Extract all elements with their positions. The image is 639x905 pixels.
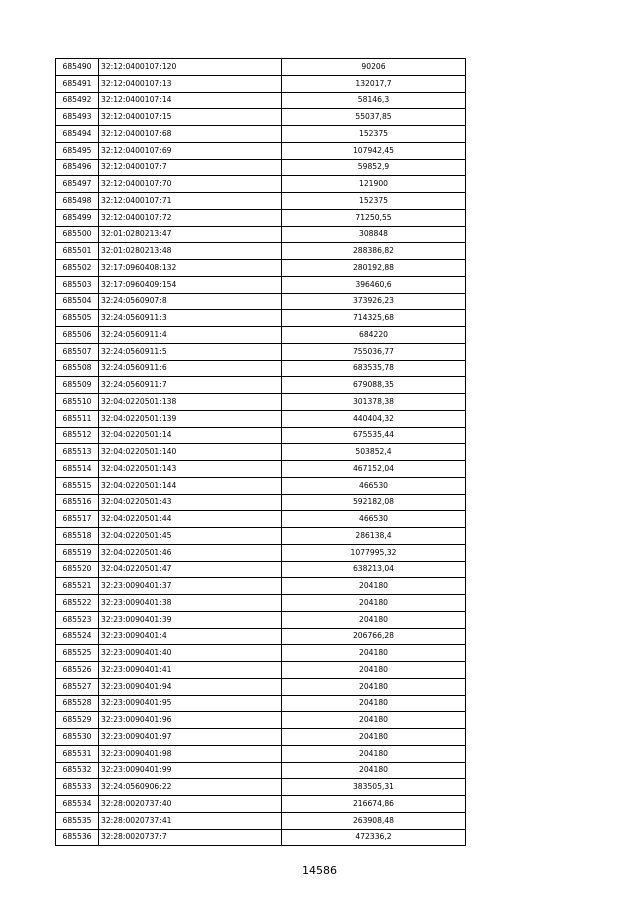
row-id-cell: 685522 (56, 595, 99, 612)
row-id-cell: 685501 (56, 243, 99, 260)
row-id-cell: 685512 (56, 427, 99, 444)
value-cell: 466530 (282, 477, 466, 494)
row-id-cell: 685526 (56, 662, 99, 679)
table-row (56, 209, 466, 226)
value-cell: 121900 (282, 176, 466, 193)
row-id-cell: 685516 (56, 494, 99, 511)
value-cell: 503852,4 (282, 444, 466, 461)
table-row (56, 779, 466, 796)
value-cell: 280192,88 (282, 260, 466, 277)
table-row (56, 611, 466, 628)
cadastral-code-cell: 32:24:0560911:5 (99, 343, 282, 360)
table-row (56, 142, 466, 159)
table-row (56, 678, 466, 695)
cadastral-code-cell: 32:23:0090401:4 (99, 628, 282, 645)
row-id-cell: 685493 (56, 109, 99, 126)
cadastral-code-cell: 32:12:0400107:69 (99, 142, 282, 159)
cadastral-code-cell: 32:04:0220501:45 (99, 528, 282, 545)
value-cell: 204180 (282, 745, 466, 762)
table-row (56, 159, 466, 176)
table-row (56, 109, 466, 126)
value-cell: 204180 (282, 611, 466, 628)
cadastral-code-cell: 32:17:0960408:132 (99, 260, 282, 277)
row-id-cell: 685505 (56, 310, 99, 327)
value-cell: 107942,45 (282, 142, 466, 159)
row-id-cell: 685527 (56, 678, 99, 695)
cadastral-code-cell: 32:04:0220501:46 (99, 544, 282, 561)
value-cell: 204180 (282, 578, 466, 595)
table-row (56, 812, 466, 829)
cadastral-code-cell: 32:23:0090401:94 (99, 678, 282, 695)
row-id-cell: 685500 (56, 226, 99, 243)
table-row (56, 829, 466, 846)
row-id-cell: 685531 (56, 745, 99, 762)
value-cell: 206766,28 (282, 628, 466, 645)
table-row (56, 410, 466, 427)
cadastral-code-cell: 32:23:0090401:37 (99, 578, 282, 595)
cadastral-code-cell: 32:23:0090401:95 (99, 695, 282, 712)
value-cell: 638213,04 (282, 561, 466, 578)
cadastral-code-cell: 32:23:0090401:41 (99, 662, 282, 679)
value-cell: 466530 (282, 511, 466, 528)
row-id-cell: 685523 (56, 611, 99, 628)
table-row (56, 226, 466, 243)
row-id-cell: 685498 (56, 193, 99, 210)
table-row (56, 444, 466, 461)
value-cell: 204180 (282, 678, 466, 695)
row-id-cell: 685520 (56, 561, 99, 578)
table-row (56, 695, 466, 712)
row-id-cell: 685495 (56, 142, 99, 159)
row-id-cell: 685525 (56, 645, 99, 662)
value-cell: 373926,23 (282, 293, 466, 310)
row-id-cell: 685504 (56, 293, 99, 310)
value-cell: 683535,78 (282, 360, 466, 377)
cadastral-code-cell: 32:28:0020737:40 (99, 796, 282, 813)
table-row (56, 394, 466, 411)
cadastral-code-cell: 32:24:0560911:4 (99, 327, 282, 344)
cadastral-code-cell: 32:28:0020737:41 (99, 812, 282, 829)
value-cell: 152375 (282, 126, 466, 143)
value-cell: 204180 (282, 762, 466, 779)
cadastral-code-cell: 32:01:0280213:48 (99, 243, 282, 260)
row-id-cell: 685530 (56, 729, 99, 746)
row-id-cell: 685515 (56, 477, 99, 494)
value-cell: 90206 (282, 59, 466, 76)
table-row (56, 528, 466, 545)
row-id-cell: 685503 (56, 276, 99, 293)
cadastral-code-cell: 32:24:0560911:6 (99, 360, 282, 377)
row-id-cell: 685528 (56, 695, 99, 712)
value-cell: 55037,85 (282, 109, 466, 126)
value-cell: 58146,3 (282, 92, 466, 109)
table-row (56, 176, 466, 193)
cadastral-code-cell: 32:28:0020737:7 (99, 829, 282, 846)
row-id-cell: 685502 (56, 260, 99, 277)
cadastral-code-cell: 32:04:0220501:144 (99, 477, 282, 494)
value-cell: 216674,86 (282, 796, 466, 813)
table-row (56, 360, 466, 377)
cadastral-code-cell: 32:12:0400107:70 (99, 176, 282, 193)
cadastral-code-cell: 32:17:0960409:154 (99, 276, 282, 293)
cadastral-code-cell: 32:04:0220501:14 (99, 427, 282, 444)
cadastral-code-cell: 32:23:0090401:38 (99, 595, 282, 612)
row-id-cell: 685529 (56, 712, 99, 729)
row-id-cell: 685496 (56, 159, 99, 176)
cadastral-code-cell: 32:12:0400107:71 (99, 193, 282, 210)
table-row (56, 628, 466, 645)
table-row (56, 578, 466, 595)
row-id-cell: 685510 (56, 394, 99, 411)
value-cell: 71250,55 (282, 209, 466, 226)
row-id-cell: 685513 (56, 444, 99, 461)
value-cell: 592182,08 (282, 494, 466, 511)
row-id-cell: 685535 (56, 812, 99, 829)
cadastral-code-cell: 32:12:0400107:7 (99, 159, 282, 176)
row-id-cell: 685497 (56, 176, 99, 193)
table-row (56, 327, 466, 344)
cadastral-code-cell: 32:23:0090401:96 (99, 712, 282, 729)
page-number: 14586 (302, 864, 337, 877)
table-row (56, 645, 466, 662)
table-row (56, 377, 466, 394)
cadastral-code-cell: 32:24:0560906:22 (99, 779, 282, 796)
value-cell: 684220 (282, 327, 466, 344)
value-cell: 288386,82 (282, 243, 466, 260)
cadastral-code-cell: 32:12:0400107:15 (99, 109, 282, 126)
table-row (56, 343, 466, 360)
table-row (56, 762, 466, 779)
value-cell: 204180 (282, 645, 466, 662)
row-id-cell: 685532 (56, 762, 99, 779)
value-cell: 383505,31 (282, 779, 466, 796)
cadastral-code-cell: 32:23:0090401:97 (99, 729, 282, 746)
value-cell: 440404,32 (282, 410, 466, 427)
value-cell: 396460,6 (282, 276, 466, 293)
cadastral-code-cell: 32:04:0220501:143 (99, 461, 282, 478)
row-id-cell: 685507 (56, 343, 99, 360)
table-row (56, 561, 466, 578)
row-id-cell: 685517 (56, 511, 99, 528)
cadastral-code-cell: 32:04:0220501:47 (99, 561, 282, 578)
value-cell: 204180 (282, 729, 466, 746)
row-id-cell: 685511 (56, 410, 99, 427)
value-cell: 152375 (282, 193, 466, 210)
table-row (56, 712, 466, 729)
cadastral-code-cell: 32:04:0220501:43 (99, 494, 282, 511)
row-id-cell: 685499 (56, 209, 99, 226)
table-row (56, 477, 466, 494)
value-cell: 204180 (282, 695, 466, 712)
cadastral-code-cell: 32:23:0090401:98 (99, 745, 282, 762)
row-id-cell: 685519 (56, 544, 99, 561)
cadastral-code-cell: 32:23:0090401:99 (99, 762, 282, 779)
table-row (56, 796, 466, 813)
cadastral-code-cell: 32:01:0280213:47 (99, 226, 282, 243)
value-cell: 204180 (282, 662, 466, 679)
table-row (56, 595, 466, 612)
cadastral-code-cell: 32:24:0560911:3 (99, 310, 282, 327)
row-id-cell: 685521 (56, 578, 99, 595)
row-id-cell: 685509 (56, 377, 99, 394)
value-cell: 301378,38 (282, 394, 466, 411)
table-row (56, 243, 466, 260)
table-row (56, 662, 466, 679)
table-row (56, 544, 466, 561)
value-cell: 755036,77 (282, 343, 466, 360)
value-cell: 1077995,32 (282, 544, 466, 561)
row-id-cell: 685490 (56, 59, 99, 76)
value-cell: 59852,9 (282, 159, 466, 176)
table-row (56, 310, 466, 327)
cadastral-code-cell: 32:12:0400107:13 (99, 75, 282, 92)
value-cell: 132017,7 (282, 75, 466, 92)
cadastral-code-cell: 32:12:0400107:68 (99, 126, 282, 143)
value-cell: 467152,04 (282, 461, 466, 478)
value-cell: 263908,48 (282, 812, 466, 829)
row-id-cell: 685536 (56, 829, 99, 846)
table-row (56, 293, 466, 310)
cadastral-code-cell: 32:12:0400107:14 (99, 92, 282, 109)
value-cell: 204180 (282, 595, 466, 612)
table-row (56, 126, 466, 143)
table-row (56, 260, 466, 277)
table-row (56, 494, 466, 511)
row-id-cell: 685506 (56, 327, 99, 344)
value-cell: 679088,35 (282, 377, 466, 394)
row-id-cell: 685514 (56, 461, 99, 478)
row-id-cell: 685533 (56, 779, 99, 796)
cadastral-code-cell: 32:24:0560911:7 (99, 377, 282, 394)
row-id-cell: 685508 (56, 360, 99, 377)
row-id-cell: 685534 (56, 796, 99, 813)
table-row (56, 427, 466, 444)
cadastral-code-cell: 32:12:0400107:120 (99, 59, 282, 76)
row-id-cell: 685518 (56, 528, 99, 545)
table-row (56, 92, 466, 109)
value-cell: 204180 (282, 712, 466, 729)
cadastral-code-cell: 32:04:0220501:44 (99, 511, 282, 528)
table-row (56, 276, 466, 293)
cadastral-code-cell: 32:24:0560907:8 (99, 293, 282, 310)
table-row (56, 75, 466, 92)
value-cell: 675535,44 (282, 427, 466, 444)
cadastral-code-cell: 32:23:0090401:40 (99, 645, 282, 662)
table-row (56, 511, 466, 528)
cadastral-code-cell: 32:12:0400107:72 (99, 209, 282, 226)
table-row (56, 745, 466, 762)
value-cell: 714325,68 (282, 310, 466, 327)
table-body (56, 59, 466, 846)
row-id-cell: 685492 (56, 92, 99, 109)
value-cell: 472336,2 (282, 829, 466, 846)
cadastral-code-cell: 32:23:0090401:39 (99, 611, 282, 628)
table-row (56, 461, 466, 478)
table-row (56, 193, 466, 210)
row-id-cell: 685524 (56, 628, 99, 645)
cadastral-code-cell: 32:04:0220501:140 (99, 444, 282, 461)
cadastral-code-cell: 32:04:0220501:139 (99, 410, 282, 427)
row-id-cell: 685494 (56, 126, 99, 143)
table-row (56, 59, 466, 76)
table-row (56, 729, 466, 746)
data-table (55, 58, 466, 846)
value-cell: 308848 (282, 226, 466, 243)
cadastral-code-cell: 32:04:0220501:138 (99, 394, 282, 411)
row-id-cell: 685491 (56, 75, 99, 92)
value-cell: 286138,4 (282, 528, 466, 545)
